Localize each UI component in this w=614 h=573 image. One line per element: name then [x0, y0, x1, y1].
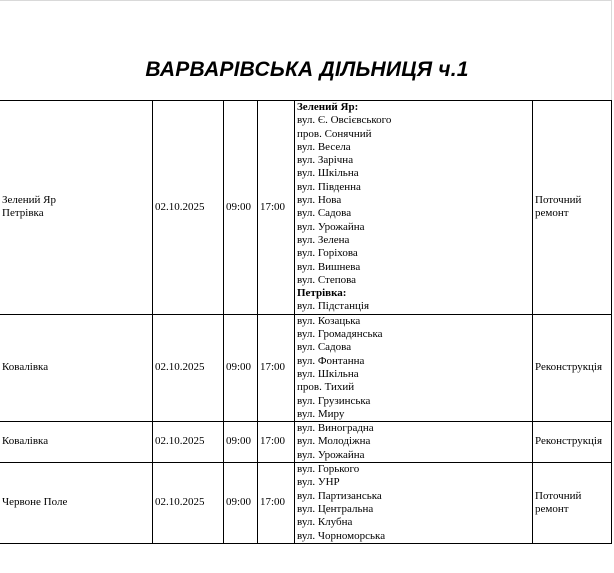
settlement-name: Ковалівка	[2, 361, 49, 374]
street-item: вул. Горького	[297, 463, 360, 476]
end-time-cell: 17:00	[258, 101, 295, 315]
streets-cell	[295, 422, 533, 463]
street-item: вул. Центральна	[297, 502, 374, 515]
settlement-cell	[0, 314, 153, 421]
date-cell: 02.10.2025	[153, 314, 224, 421]
right-divider	[611, 0, 612, 100]
settlement-cell	[0, 463, 153, 544]
street-item: вул. Шкільна	[297, 367, 359, 380]
street-item: вул. Миру	[297, 407, 345, 420]
start-time-cell: 09:00	[224, 314, 258, 421]
settlement-cell	[0, 422, 153, 463]
street-item: вул. УНР	[297, 476, 340, 489]
work-type-label: Реконструкція	[535, 361, 603, 374]
work-type-cell	[533, 314, 612, 421]
date-cell: 02.10.2025	[153, 101, 224, 315]
street-item: вул. Зелена	[297, 233, 350, 246]
start-time-cell: 09:00	[224, 463, 258, 544]
settlement-name: Червоне Поле	[2, 496, 68, 509]
top-divider	[0, 0, 612, 1]
street-item: вул. Урожайна	[297, 448, 365, 461]
street-item: вул. Нова	[297, 194, 342, 207]
schedule-body	[0, 101, 612, 544]
street-item: вул. Чорноморська	[297, 529, 386, 542]
end-time-cell: 17:00	[258, 314, 295, 421]
street-item: вул. Вишнева	[297, 260, 361, 273]
street-item: вул. Зарічна	[297, 154, 354, 167]
table-row	[0, 101, 612, 315]
street-item: вул. Є. Овсієвського	[297, 114, 392, 127]
settlement-name: Зелений Яр	[2, 194, 57, 207]
street-item: вул. Садова	[297, 341, 352, 354]
table-row	[0, 463, 612, 544]
street-item: вул. Підстанція	[297, 300, 370, 313]
work-type-cell	[533, 101, 612, 315]
street-item: вул. Козацька	[297, 314, 361, 327]
work-type-label: Реконструкція	[535, 435, 603, 448]
table-row	[0, 422, 612, 463]
work-type-label: Поточний	[535, 489, 582, 502]
work-type-label: ремонт	[535, 207, 569, 220]
street-item: вул. Горіхова	[297, 247, 358, 260]
street-item: пров. Тихий	[297, 381, 355, 394]
street-item: вул. Південна	[297, 180, 361, 193]
settlement-subheading: Петрівка:	[297, 287, 347, 300]
street-item: вул. Партизанська	[297, 489, 382, 502]
streets-cell	[295, 314, 533, 421]
street-item: вул. Весела	[297, 140, 351, 153]
settlement-name: Ковалівка	[2, 435, 49, 448]
street-item: вул. Громадянська	[297, 328, 383, 341]
street-item: вул. Урожайна	[297, 220, 365, 233]
table-row	[0, 314, 612, 421]
work-type-label: ремонт	[535, 502, 569, 515]
streets-cell	[295, 463, 533, 544]
street-item: вул. Садова	[297, 207, 352, 220]
outage-schedule-table	[0, 100, 612, 544]
street-item: вул. Клубна	[297, 516, 353, 529]
settlement-subheading: Зелений Яр:	[297, 101, 359, 113]
date-cell: 02.10.2025	[153, 422, 224, 463]
page-title: ВАРВАРІВСЬКА ДІЛЬНИЦЯ ч.1	[145, 58, 469, 81]
streets-cell	[295, 101, 533, 315]
work-type-label: Поточний	[535, 194, 582, 207]
start-time-cell: 09:00	[224, 101, 258, 315]
street-item: вул. Фонтанна	[297, 354, 365, 367]
end-time-cell: 17:00	[258, 422, 295, 463]
street-item: вул. Степова	[297, 273, 357, 286]
settlement-cell	[0, 101, 153, 315]
street-item: вул. Шкільна	[297, 167, 359, 180]
street-item: вул. Виноградна	[297, 422, 374, 435]
end-time-cell: 17:00	[258, 463, 295, 544]
date-cell: 02.10.2025	[153, 463, 224, 544]
work-type-cell	[533, 422, 612, 463]
start-time-cell: 09:00	[224, 422, 258, 463]
street-item: пров. Сонячний	[297, 127, 372, 140]
street-item: вул. Грузинська	[297, 394, 371, 407]
work-type-cell	[533, 463, 612, 544]
settlement-name: Петрівка	[2, 207, 44, 220]
street-item: вул. Молодіжна	[297, 435, 371, 448]
